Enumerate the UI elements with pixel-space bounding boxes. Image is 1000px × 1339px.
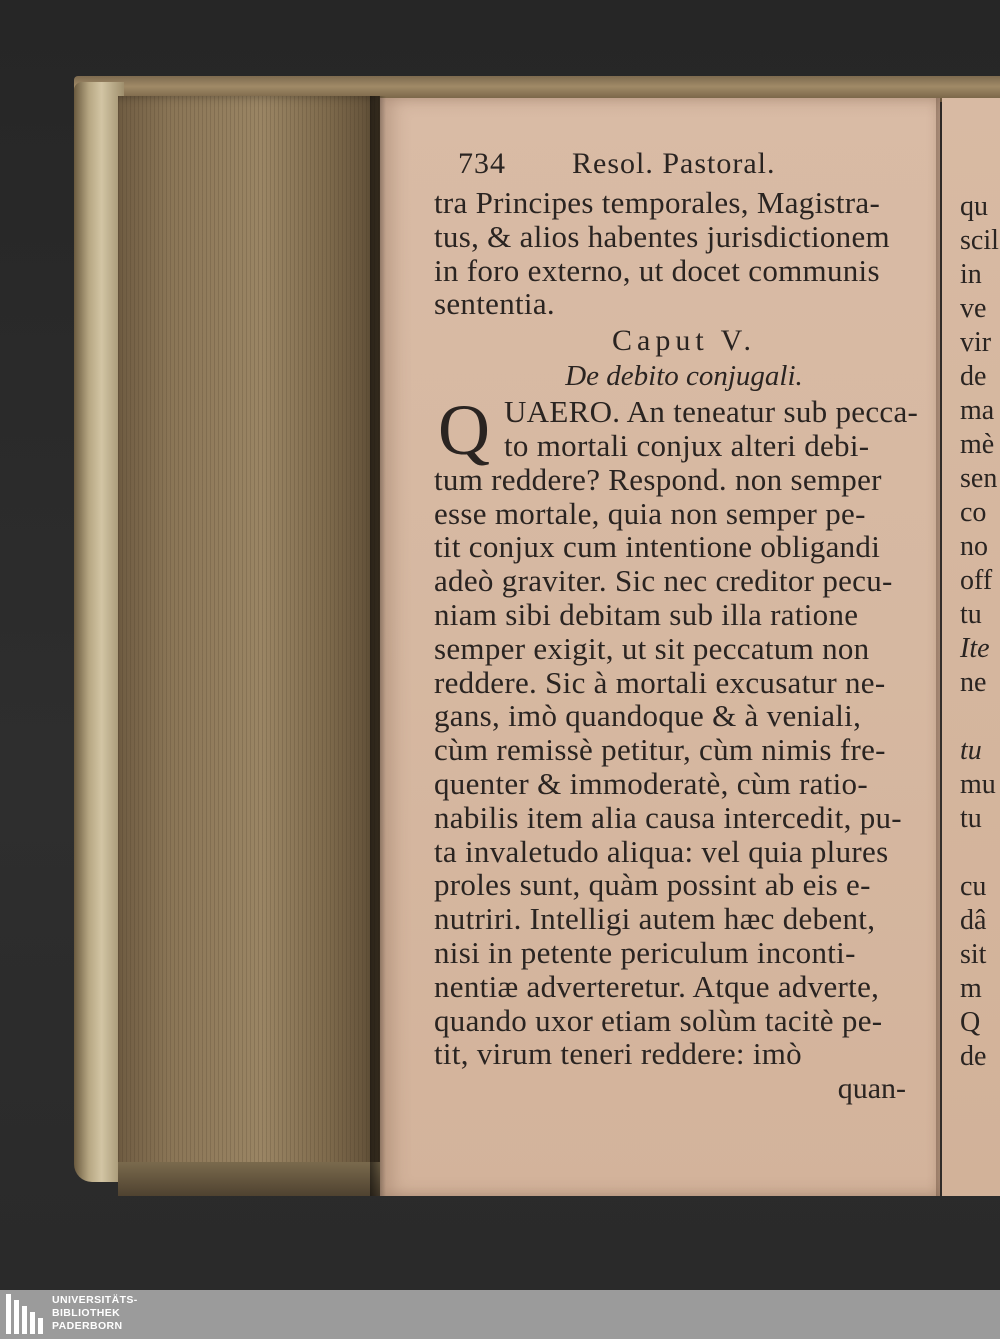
- fragment: m: [960, 973, 982, 1004]
- fragment: vir: [960, 327, 992, 358]
- text-line: cùm remissè petitur, cùm nimis fre-: [434, 732, 886, 768]
- fragment: qu: [960, 191, 988, 222]
- fragment: [960, 700, 999, 734]
- text-line: gans, imò quandoque & à veniali,: [434, 698, 862, 734]
- fragment: sit: [960, 939, 987, 970]
- text-line: tus, & alios habentes jurisdictionem: [434, 218, 890, 254]
- fragment: mè: [960, 429, 995, 460]
- text-line: to mortali conjux alteri debi-: [504, 427, 870, 463]
- text-line: nabilis item alia causa intercedit, pu-: [434, 799, 902, 835]
- dropcap-letter: Q: [438, 390, 490, 471]
- fragment: ve: [960, 293, 987, 324]
- fragment: tu: [960, 735, 982, 766]
- text-line: semper exigit, ut sit peccatum non: [434, 630, 870, 666]
- fragment: scil: [960, 225, 999, 256]
- text-line: tit, virum teneri reddere: imò: [434, 1036, 802, 1072]
- fragment: cu: [960, 871, 987, 902]
- text-line: nisi in petente periculum inconti-: [434, 934, 856, 970]
- text-line: tra Principes temporales, Magistra-: [434, 185, 881, 220]
- library-footer: [0, 1290, 1000, 1339]
- facing-page-fragments: [960, 190, 999, 1074]
- fragment: mu: [960, 769, 996, 800]
- fragment: off: [960, 565, 993, 596]
- book-spine: [74, 82, 124, 1182]
- fragment: Ite: [960, 633, 990, 664]
- chapter-heading: Caput V.: [612, 324, 756, 358]
- text-line: niam sibi debitam sub illa ratione: [434, 596, 859, 632]
- text-line: nutriri. Intelligi autem hæc debent,: [434, 901, 876, 937]
- fragment: de: [960, 361, 987, 392]
- fragment: dâ: [960, 905, 987, 936]
- fragment: [960, 836, 999, 870]
- fragment: tu: [960, 803, 982, 834]
- chapter-subtitle: De debito conjugali.: [565, 360, 803, 393]
- fragment: tu: [960, 599, 982, 630]
- fragment: ma: [960, 395, 995, 426]
- page-block-edge: [118, 96, 380, 1186]
- dropcap-paragraph: [434, 390, 934, 471]
- text-line: reddere. Sic à mortali excusatur ne-: [434, 664, 886, 700]
- text-line: proles sunt, quàm possint ab eis e-: [434, 867, 871, 903]
- fragment: co: [960, 497, 987, 528]
- running-head: Resol. Pastoral.: [572, 147, 776, 180]
- text-line: esse mortale, quia non semper pe-: [434, 495, 866, 531]
- fragment: no: [960, 531, 988, 562]
- fragment: Q: [960, 1007, 981, 1038]
- page-block-bottom: [118, 1162, 380, 1196]
- library-name: UNIVERSITÄTS- BIBLIOTHEK PADERBORN: [52, 1294, 138, 1332]
- text-line: quenter & immoderatè, cùm ratio-: [434, 765, 868, 801]
- gutter-shadow: [370, 96, 386, 1196]
- fragment: sen: [960, 463, 998, 494]
- text-line: ta invaletudo aliqua: vel quia plures: [434, 833, 889, 869]
- text-line: adeò graviter. Sic nec creditor pecu-: [434, 563, 893, 599]
- fragment: in: [960, 259, 982, 290]
- text-line: sententia.: [434, 286, 555, 322]
- text-line: in foro externo, ut docet communis: [434, 252, 880, 288]
- page-number: 734: [458, 147, 506, 180]
- running-header: [434, 142, 934, 186]
- text-line: quando uxor etiam solùm tacitè pe-: [434, 1002, 883, 1038]
- text-line: tum reddere? Respond. non semper: [434, 461, 882, 497]
- text-line: UAERO. An teneatur sub pecca-: [504, 394, 919, 430]
- fragment: de: [960, 1041, 987, 1072]
- fragment: ne: [960, 667, 987, 698]
- text-line: nentiæ adverteretur. Atque adverte,: [434, 968, 880, 1004]
- page-text: [434, 142, 934, 1107]
- text-line: tit conjux cum intentione obligandi: [434, 529, 881, 565]
- library-logo-icon: [6, 1294, 46, 1334]
- catchword: quan-: [837, 1072, 906, 1106]
